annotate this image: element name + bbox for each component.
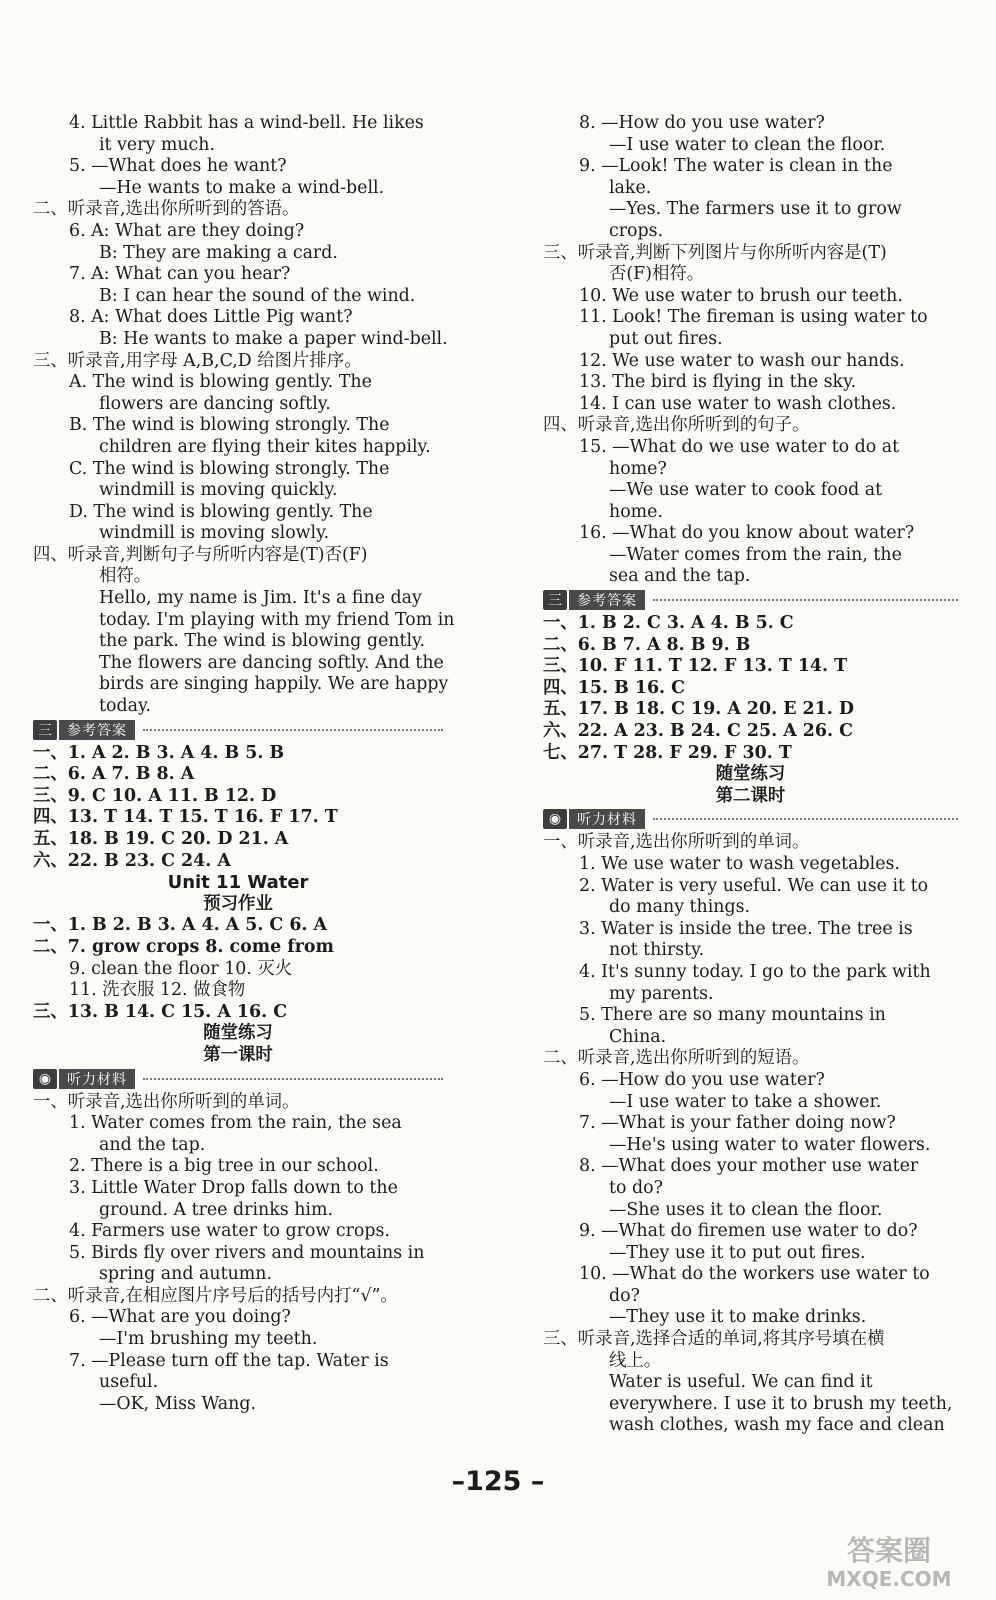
- dotted-divider: [143, 1078, 443, 1080]
- text-line: China.: [609, 1026, 667, 1047]
- watermark-url: MXQE.COM: [826, 1567, 952, 1591]
- text-line: 四、13. T 14. T 15. T 16. F 17. T: [33, 807, 338, 828]
- text-line: 4. Farmers use water to grow crops.: [69, 1221, 390, 1242]
- listening-badge-label: 听力材料: [569, 809, 645, 829]
- text-line: not thirsty.: [609, 940, 705, 961]
- text-line: —I'm brushing my teeth.: [99, 1329, 318, 1350]
- text-line: 4. It's sunny today. I go to the park with: [579, 961, 931, 982]
- text-line: children are flying their kites happily.: [99, 436, 431, 457]
- text-line: do?: [609, 1285, 640, 1306]
- text-line: —OK, Miss Wang.: [99, 1393, 257, 1414]
- text-line: 四、听录音,选出你所听到的句子。: [543, 415, 810, 436]
- text-line: 三、10. F 11. T 12. F 13. T 14. T: [543, 656, 848, 677]
- text-line: 3. Little Water Drop falls down to the: [69, 1177, 398, 1198]
- left-column: [33, 113, 455, 1415]
- text-line: 一、1. B 2. C 3. A 4. B 5. C: [543, 613, 794, 634]
- text-line: Water is useful. We can find it: [609, 1372, 873, 1393]
- text-line: 7. A: What can you hear?: [69, 264, 291, 285]
- text-line: 一、听录音,选出你所听到的单词。: [33, 1091, 300, 1112]
- text-line: to do?: [609, 1177, 663, 1198]
- text-line: 五、18. B 19. C 20. D 21. A: [33, 829, 289, 849]
- listening-material-header: [543, 808, 958, 830]
- text-line: 一、1. A 2. B 3. A 4. B 5. B: [33, 742, 285, 763]
- text-line: 1. We use water to wash vegetables.: [579, 854, 900, 874]
- text-line: —They use it to make drinks.: [609, 1307, 867, 1328]
- answer-key-header: [33, 719, 443, 741]
- text-line: 二、听录音,在相应图片序号后的括号内打“√”。: [33, 1285, 398, 1306]
- text-line: today.: [99, 696, 152, 717]
- listening-badge-label: 听力材料: [59, 1069, 135, 1089]
- text-line: —I use water to clean the floor.: [609, 134, 886, 155]
- dotted-divider: [653, 818, 958, 820]
- text-line: 五、17. B 18. C 19. A 20. E 21. D: [543, 699, 854, 720]
- text-line: 二、6. A 7. B 8. A: [33, 764, 195, 785]
- text-line: lake.: [609, 177, 652, 198]
- text-line: 8. —What does your mother use water: [579, 1156, 919, 1177]
- text-line: 四、听录音,判断句子与所听内容是(T)否(F): [33, 544, 368, 565]
- text-line: The flowers are dancing softly. And the: [99, 652, 444, 673]
- text-line: do many things.: [609, 897, 751, 918]
- answer-key-icon: 三: [543, 590, 567, 610]
- text-line: 5. —What does he want?: [69, 156, 287, 177]
- text-line: 9. —What do firemen use water to do?: [579, 1221, 918, 1242]
- text-line: —They use it to put out fires.: [609, 1242, 866, 1263]
- text-line: 一、听录音,选出你所听到的单词。: [543, 832, 810, 853]
- text-line: 否(F)相符。: [609, 264, 705, 285]
- section-heading: 预习作业: [203, 893, 273, 914]
- text-line: wash clothes, wash my face and clean: [609, 1415, 945, 1436]
- text-line: 11. 洗衣服 12. 做食物: [69, 980, 246, 1001]
- text-line: 14. I can use water to wash clothes.: [579, 393, 897, 414]
- text-line: 9. clean the floor 10. 灭火: [69, 958, 293, 979]
- text-line: home.: [609, 501, 663, 522]
- text-line: 10. We use water to brush our teeth.: [579, 285, 903, 306]
- answer-badge: [543, 590, 645, 610]
- text-line: 二、7. grow crops 8. come from: [33, 936, 334, 957]
- answer-badge-label: 参考答案: [569, 590, 645, 610]
- answer-badge-label: 参考答案: [59, 720, 135, 740]
- text-line: flowers are dancing softly.: [99, 393, 331, 414]
- text-line: my parents.: [609, 983, 714, 1004]
- text-line: 15. —What do we use water to do at: [579, 436, 900, 457]
- text-line: C. The wind is blowing strongly. The: [69, 458, 390, 479]
- text-line: 9. —Look! The water is clean in the: [579, 156, 893, 177]
- text-line: —She uses it to clean the floor.: [609, 1199, 883, 1220]
- text-line: 三、听录音,选择合适的单词,将其序号填在横: [543, 1329, 885, 1350]
- text-line: windmill is moving quickly.: [99, 480, 338, 501]
- text-line: 6. —What are you doing?: [69, 1307, 291, 1328]
- section-heading: 第一课时: [203, 1044, 273, 1065]
- text-line: 四、15. B 16. C: [543, 677, 685, 698]
- text-line: 7. —Please turn off the tap. Water is: [69, 1350, 389, 1371]
- text-line: 二、6. B 7. A 8. B 9. B: [543, 634, 751, 655]
- text-line: 13. The bird is flying in the sky.: [579, 372, 857, 393]
- text-line: 三、9. C 10. A 11. B 12. D: [33, 785, 277, 806]
- text-line: B: They are making a card.: [99, 242, 338, 263]
- text-line: 二、听录音,选出你所听到的短语。: [543, 1048, 810, 1069]
- section-heading: 随堂练习: [203, 1023, 273, 1044]
- text-line: —Yes. The farmers use it to grow: [609, 199, 902, 220]
- text-line: ground. A tree drinks him.: [99, 1199, 333, 1220]
- text-line: birds are singing happily. We are happy: [99, 674, 449, 695]
- text-line: 6. A: What are they doing?: [69, 220, 305, 241]
- text-line: A. The wind is blowing gently. The: [69, 372, 372, 393]
- text-line: 1. Water comes from the rain, the sea: [69, 1113, 402, 1134]
- text-line: sea and the tap.: [609, 566, 751, 587]
- text-line: everywhere. I use it to brush my teeth,: [609, 1393, 953, 1414]
- text-line: —We use water to cook food at: [609, 480, 883, 501]
- text-line: the park. The wind is blowing gently.: [99, 631, 426, 652]
- dotted-divider: [653, 599, 958, 601]
- text-line: 线上。: [609, 1350, 662, 1371]
- text-line: 二、听录音,选出你所听到的答语。: [33, 199, 300, 220]
- text-line: 2. Water is very useful. We can use it to: [579, 875, 929, 896]
- text-line: 六、22. A 23. B 24. C 25. A 26. C: [543, 721, 853, 742]
- text-line: D. The wind is blowing gently. The: [69, 501, 373, 522]
- text-line: 6. —How do you use water?: [579, 1069, 825, 1090]
- text-line: 11. Look! The fireman is using water to: [579, 307, 928, 328]
- text-line: —Water comes from the rain, the: [609, 544, 902, 565]
- answer-badge: [33, 720, 135, 740]
- headphones-icon: ◉: [33, 1069, 57, 1089]
- text-line: 一、1. B 2. B 3. A 4. A 5. C 6. A: [33, 915, 328, 936]
- text-line: put out fires.: [609, 328, 723, 349]
- text-line: 六、22. B 23. C 24. A: [33, 850, 231, 871]
- text-line: 5. There are so many mountains in: [579, 1005, 886, 1026]
- section-heading: 第二课时: [715, 785, 786, 806]
- text-line: 7. —What is your father doing now?: [579, 1113, 896, 1134]
- text-line: and the tap.: [99, 1134, 206, 1155]
- text-line: useful.: [99, 1372, 159, 1393]
- text-line: 16. —What do you know about water?: [579, 523, 915, 544]
- watermark-logo: [804, 1530, 974, 1592]
- text-line: 三、13. B 14. C 15. A 16. C: [33, 1001, 288, 1022]
- text-line: 3. Water is inside the tree. The tree is: [579, 918, 913, 939]
- text-line: 相符。: [99, 566, 152, 587]
- text-line: 12. We use water to wash our hands.: [579, 350, 905, 371]
- text-line: 8. —How do you use water?: [579, 113, 825, 133]
- text-line: —I use water to take a shower.: [609, 1091, 882, 1112]
- text-line: it very much.: [99, 134, 216, 155]
- text-line: 七、27. T 28. F 29. F 30. T: [543, 742, 792, 763]
- text-line: home?: [609, 458, 667, 479]
- text-line: —He's using water to water flowers.: [609, 1134, 931, 1155]
- text-line: windmill is moving slowly.: [99, 523, 330, 544]
- page-number: –125 –: [451, 1466, 545, 1497]
- text-line: B. The wind is blowing strongly. The: [69, 415, 390, 436]
- text-line: Hello, my name is Jim. It's a fine day: [99, 588, 422, 609]
- text-line: 三、听录音,判断下列图片与你所听内容是(T): [543, 242, 887, 263]
- watermark-text: 答案圈: [846, 1534, 932, 1567]
- headphones-icon: ◉: [543, 809, 567, 829]
- text-line: B: I can hear the sound of the wind.: [99, 285, 416, 306]
- listening-material-header: [33, 1068, 443, 1090]
- text-line: today. I'm playing with my friend Tom in: [99, 609, 455, 630]
- text-line: 8. A: What does Little Pig want?: [69, 307, 353, 328]
- text-line: spring and autumn.: [99, 1264, 272, 1285]
- dotted-divider: [143, 729, 443, 731]
- text-line: 10. —What do the workers use water to: [579, 1264, 930, 1285]
- right-column: [543, 113, 958, 1437]
- text-line: 2. There is a big tree in our school.: [69, 1156, 379, 1177]
- answer-key-icon: 三: [33, 720, 57, 740]
- text-line: 三、听录音,用字母 A,B,C,D 给图片排序。: [33, 350, 362, 371]
- text-line: crops.: [609, 220, 664, 241]
- text-line: 5. Birds fly over rivers and mountains in: [69, 1242, 425, 1263]
- text-line: B: He wants to make a paper wind-bell.: [99, 328, 448, 349]
- text-line: —He wants to make a wind-bell.: [99, 177, 385, 198]
- listening-badge: [33, 1069, 135, 1089]
- answer-key-header: [543, 589, 958, 611]
- section-heading: 随堂练习: [715, 764, 786, 785]
- section-heading: Unit 11 Water: [167, 872, 309, 894]
- listening-badge: [543, 809, 645, 829]
- text-line: 4. Little Rabbit has a wind-bell. He likes: [69, 113, 424, 133]
